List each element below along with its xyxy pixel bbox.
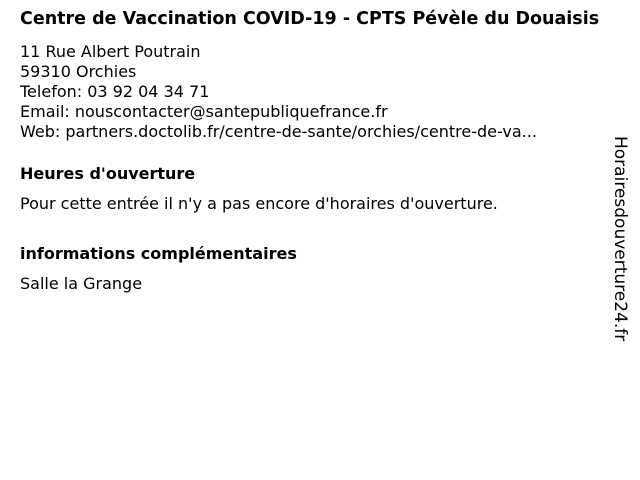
main-content xyxy=(20,9,610,294)
website-link[interactable]: Web: partners.doctolib.fr/centre-de-sante/orchies/centre-de-va... xyxy=(20,122,537,141)
phone-number[interactable]: Telefon: 03 92 04 34 71 xyxy=(20,82,210,101)
opening-hours-text: Pour cette entrée il n'y a pas encore d'horaires d'ouverture. xyxy=(20,194,498,213)
postal-city: 59310 Orchies xyxy=(20,62,137,81)
contact-block xyxy=(20,42,610,142)
additional-info-heading: informations complémentaires xyxy=(20,244,297,263)
site-brand-label: Horairesdouverture24.fr xyxy=(610,136,630,342)
street-address: 11 Rue Albert Poutrain xyxy=(20,42,201,61)
opening-hours-heading: Heures d'ouverture xyxy=(20,164,196,183)
page-title: Centre de Vaccination COVID-19 - CPTS Pévèle du Douaisis xyxy=(20,9,600,29)
additional-info-text: Salle la Grange xyxy=(20,274,143,293)
email-address[interactable]: Email: nouscontacter@santepubliquefrance.fr xyxy=(20,102,388,121)
